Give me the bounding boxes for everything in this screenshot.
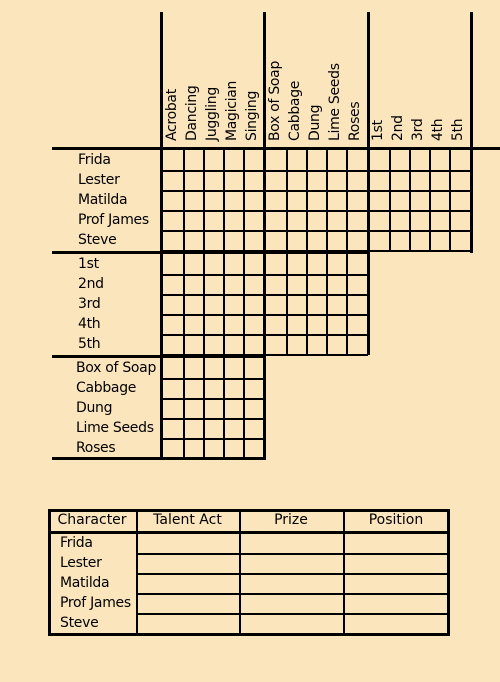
grid-cell[interactable] [244, 295, 264, 315]
grid-cell[interactable] [224, 255, 244, 275]
column-label-position: 2nd [390, 115, 406, 141]
grid-thin-line [265, 274, 368, 276]
solution-header: Prize [274, 512, 308, 528]
grid-thin-line [368, 210, 471, 212]
row-label-character: Matilda [78, 192, 128, 208]
grid-cell[interactable] [347, 211, 367, 231]
grid-cell[interactable] [164, 379, 184, 399]
grid-thin-line [346, 253, 348, 356]
grid-thin-line [265, 190, 368, 192]
grid-cell[interactable] [204, 151, 224, 171]
grid-cell[interactable] [184, 419, 204, 439]
grid-cell[interactable] [224, 359, 244, 379]
column-label-prize: Cabbage [287, 80, 303, 141]
grid-cell[interactable] [184, 275, 204, 295]
solution-row-line [136, 593, 449, 595]
grid-thin-line [306, 253, 308, 356]
column-label-talent: Acrobat [164, 89, 180, 141]
grid-cell[interactable] [224, 231, 244, 251]
grid-cell[interactable] [184, 379, 204, 399]
grid-cell[interactable] [267, 295, 287, 315]
grid-cell[interactable] [410, 231, 430, 251]
solution-header: Position [368, 512, 424, 528]
solution-cell[interactable] [345, 534, 449, 554]
grid-cell[interactable] [327, 171, 347, 191]
grid-cell[interactable] [307, 295, 327, 315]
grid-cell[interactable] [244, 151, 264, 171]
row-label-character: Frida [78, 152, 111, 168]
grid-cell[interactable] [450, 151, 470, 171]
solution-cell[interactable] [241, 614, 343, 634]
grid-thin-line [223, 253, 225, 356]
grid-cell[interactable] [307, 335, 327, 355]
grid-cell[interactable] [287, 295, 307, 315]
row-label-prize: Dung [76, 400, 113, 416]
grid-cell[interactable] [267, 171, 287, 191]
grid-cell[interactable] [164, 211, 184, 231]
row-label-position: 2nd [78, 276, 104, 292]
grid-cell[interactable] [164, 439, 184, 459]
grid-cell[interactable] [327, 151, 347, 171]
row-label-character: Steve [78, 232, 117, 248]
grid-cell[interactable] [204, 335, 224, 355]
grid-cell[interactable] [327, 231, 347, 251]
solution-row-label: Lester [60, 555, 102, 571]
grid-thin-line [346, 149, 348, 252]
grid-thin-line [265, 210, 368, 212]
grid-cell[interactable] [327, 275, 347, 295]
solution-header: Talent Act [153, 512, 222, 528]
grid-cell[interactable] [267, 191, 287, 211]
grid-thin-line [368, 190, 471, 192]
grid-thin-line [162, 190, 265, 192]
grid-cell[interactable] [267, 275, 287, 295]
grid-cell[interactable] [267, 255, 287, 275]
grid-cell[interactable] [307, 191, 327, 211]
row-label-prize: Roses [76, 440, 116, 456]
grid-cell[interactable] [184, 295, 204, 315]
grid-thin-line [183, 357, 185, 460]
column-label-talent: Dancing [184, 85, 200, 141]
grid-cell[interactable] [390, 191, 410, 211]
grid-thin-line [265, 170, 368, 172]
grid-cell[interactable] [244, 171, 264, 191]
grid-cell[interactable] [244, 359, 264, 379]
grid-cell[interactable] [307, 231, 327, 251]
grid-cell[interactable] [244, 439, 264, 459]
grid-cell[interactable] [224, 275, 244, 295]
grid-thin-line [162, 438, 265, 440]
grid-thin-line [243, 357, 245, 460]
grid-thin-line [223, 149, 225, 252]
solution-row-label: Frida [60, 535, 93, 551]
grid-cell[interactable] [164, 151, 184, 171]
solution-cell[interactable] [138, 554, 239, 574]
grid-thin-line [265, 230, 368, 232]
grid-cell[interactable] [347, 151, 367, 171]
grid-cell[interactable] [244, 379, 264, 399]
row-label-position: 4th [78, 316, 101, 332]
grid-cell[interactable] [244, 419, 264, 439]
grid-cell[interactable] [430, 171, 450, 191]
grid-cell[interactable] [224, 151, 244, 171]
grid-cell[interactable] [164, 359, 184, 379]
grid-thin-line [203, 357, 205, 460]
solution-row-label: Steve [60, 615, 99, 631]
solution-row-line [136, 613, 449, 615]
grid-cell[interactable] [164, 255, 184, 275]
grid-cell[interactable] [224, 439, 244, 459]
grid-cell[interactable] [430, 151, 450, 171]
grid-cell[interactable] [164, 399, 184, 419]
grid-cell[interactable] [164, 419, 184, 439]
grid-cell[interactable] [450, 231, 470, 251]
grid-cell[interactable] [204, 171, 224, 191]
solution-border [48, 509, 449, 512]
solution-header: Character [57, 512, 127, 528]
grid-cell[interactable] [164, 191, 184, 211]
grid-cell[interactable] [410, 211, 430, 231]
grid-cell[interactable] [450, 211, 470, 231]
grid-thin-line [223, 357, 225, 460]
grid-thin-line [243, 149, 245, 252]
column-label-prize: Dung [307, 104, 323, 141]
grid-cell[interactable] [370, 151, 390, 171]
grid-thick-line [52, 457, 266, 460]
grid-cell[interactable] [267, 335, 287, 355]
row-label-character: Prof James [78, 212, 149, 228]
grid-cell[interactable] [370, 211, 390, 231]
grid-thin-line [409, 149, 411, 252]
grid-cell[interactable] [390, 231, 410, 251]
grid-cell[interactable] [267, 151, 287, 171]
grid-thin-line [389, 149, 391, 252]
grid-cell[interactable] [204, 191, 224, 211]
grid-cell[interactable] [307, 151, 327, 171]
solution-border [48, 531, 449, 534]
grid-cell[interactable] [347, 191, 367, 211]
solution-row-line [136, 553, 449, 555]
row-label-position: 1st [78, 256, 99, 272]
grid-cell[interactable] [287, 211, 307, 231]
grid-cell[interactable] [327, 191, 347, 211]
grid-cell[interactable] [347, 335, 367, 355]
grid-cell[interactable] [327, 335, 347, 355]
grid-thin-line [265, 314, 368, 316]
grid-cell[interactable] [164, 171, 184, 191]
grid-cell[interactable] [267, 315, 287, 335]
grid-cell[interactable] [224, 379, 244, 399]
solution-row-line [136, 573, 449, 575]
grid-cell[interactable] [287, 315, 307, 335]
grid-cell[interactable] [204, 379, 224, 399]
grid-cell[interactable] [204, 315, 224, 335]
column-label-talent: Magician [224, 80, 240, 141]
grid-cell[interactable] [410, 171, 430, 191]
solution-cell[interactable] [345, 594, 449, 614]
grid-cell[interactable] [347, 295, 367, 315]
grid-cell[interactable] [164, 231, 184, 251]
grid-thin-line [203, 253, 205, 356]
grid-thin-line [368, 170, 471, 172]
grid-thin-line [368, 250, 471, 252]
grid-cell[interactable] [327, 315, 347, 335]
grid-thin-line [449, 149, 451, 252]
column-label-talent: Singing [244, 90, 260, 141]
solution-cell[interactable] [241, 534, 343, 554]
column-label-position: 1st [370, 120, 386, 141]
solution-row-label: Matilda [60, 575, 110, 591]
grid-cell[interactable] [307, 255, 327, 275]
grid-thin-line [265, 334, 368, 336]
grid-cell[interactable] [204, 255, 224, 275]
grid-cell[interactable] [184, 171, 204, 191]
grid-cell[interactable] [267, 211, 287, 231]
grid-thin-line [162, 230, 265, 232]
grid-cell[interactable] [224, 335, 244, 355]
grid-cell[interactable] [410, 151, 430, 171]
grid-cell[interactable] [390, 171, 410, 191]
solution-row-label: Prof James [60, 595, 131, 611]
grid-cell[interactable] [347, 275, 367, 295]
solution-cell[interactable] [138, 594, 239, 614]
grid-cell[interactable] [430, 191, 450, 211]
grid-cell[interactable] [307, 275, 327, 295]
grid-cell[interactable] [287, 191, 307, 211]
grid-cell[interactable] [204, 359, 224, 379]
grid-thin-line [162, 398, 265, 400]
solution-cell[interactable] [138, 534, 239, 554]
grid-cell[interactable] [204, 295, 224, 315]
grid-cell[interactable] [204, 419, 224, 439]
grid-thick-line [52, 147, 500, 150]
grid-thick-line [263, 12, 266, 460]
grid-thin-line [162, 170, 265, 172]
row-label-position: 3rd [78, 296, 101, 312]
grid-thin-line [162, 314, 265, 316]
grid-cell[interactable] [204, 231, 224, 251]
grid-cell[interactable] [370, 171, 390, 191]
grid-cell[interactable] [204, 275, 224, 295]
grid-cell[interactable] [224, 315, 244, 335]
grid-cell[interactable] [267, 231, 287, 251]
grid-cell[interactable] [224, 295, 244, 315]
grid-cell[interactable] [430, 231, 450, 251]
grid-cell[interactable] [347, 171, 367, 191]
grid-thin-line [368, 230, 471, 232]
grid-cell[interactable] [184, 439, 204, 459]
solution-border [48, 509, 51, 636]
grid-cell[interactable] [184, 335, 204, 355]
grid-thin-line [162, 378, 265, 380]
solution-cell[interactable] [138, 614, 239, 634]
column-label-position: 3rd [410, 118, 426, 141]
grid-cell[interactable] [347, 255, 367, 275]
column-label-prize: Box of Soap [267, 60, 283, 141]
column-label-prize: Lime Seeds [327, 63, 343, 141]
solution-border [48, 633, 449, 636]
grid-cell[interactable] [204, 211, 224, 231]
grid-thin-line [162, 294, 265, 296]
grid-cell[interactable] [184, 231, 204, 251]
grid-cell[interactable] [204, 439, 224, 459]
grid-cell[interactable] [287, 171, 307, 191]
grid-cell[interactable] [244, 211, 264, 231]
grid-thin-line [265, 354, 368, 356]
grid-thick-line [52, 251, 368, 254]
grid-cell[interactable] [287, 255, 307, 275]
grid-cell[interactable] [390, 211, 410, 231]
grid-cell[interactable] [450, 191, 470, 211]
grid-cell[interactable] [244, 255, 264, 275]
grid-cell[interactable] [287, 335, 307, 355]
row-label-position: 5th [78, 336, 101, 352]
grid-cell[interactable] [390, 151, 410, 171]
grid-thin-line [243, 253, 245, 356]
grid-cell[interactable] [164, 275, 184, 295]
grid-thin-line [286, 253, 288, 356]
grid-thick-line [52, 355, 266, 358]
row-label-prize: Box of Soap [76, 360, 157, 376]
grid-cell[interactable] [184, 211, 204, 231]
grid-cell[interactable] [307, 315, 327, 335]
grid-cell[interactable] [164, 315, 184, 335]
grid-thin-line [162, 210, 265, 212]
grid-thin-line [162, 274, 265, 276]
grid-thin-line [183, 253, 185, 356]
grid-cell[interactable] [244, 335, 264, 355]
grid-thin-line [203, 149, 205, 252]
solution-cell[interactable] [345, 574, 449, 594]
solution-cell[interactable] [241, 554, 343, 574]
grid-cell[interactable] [184, 255, 204, 275]
grid-cell[interactable] [224, 419, 244, 439]
grid-cell[interactable] [244, 191, 264, 211]
grid-cell[interactable] [327, 211, 347, 231]
grid-cell[interactable] [184, 315, 204, 335]
row-label-prize: Cabbage [76, 380, 137, 396]
solution-cell[interactable] [241, 574, 343, 594]
solution-cell[interactable] [345, 554, 449, 574]
grid-thin-line [429, 149, 431, 252]
grid-cell[interactable] [244, 275, 264, 295]
grid-thin-line [162, 334, 265, 336]
column-label-prize: Roses [347, 101, 363, 141]
solution-cell[interactable] [345, 614, 449, 634]
grid-cell[interactable] [370, 191, 390, 211]
grid-thick-line [367, 12, 370, 355]
grid-cell[interactable] [244, 315, 264, 335]
grid-cell[interactable] [450, 171, 470, 191]
grid-cell[interactable] [184, 399, 204, 419]
column-label-position: 5th [450, 118, 466, 141]
grid-cell[interactable] [184, 151, 204, 171]
grid-cell[interactable] [224, 171, 244, 191]
grid-cell[interactable] [370, 231, 390, 251]
grid-cell[interactable] [287, 231, 307, 251]
solution-cell[interactable] [138, 574, 239, 594]
row-label-prize: Lime Seeds [76, 420, 154, 436]
grid-cell[interactable] [347, 231, 367, 251]
grid-thick-line [470, 12, 473, 253]
column-label-position: 4th [430, 118, 446, 141]
grid-thin-line [265, 294, 368, 296]
grid-cell[interactable] [184, 359, 204, 379]
grid-thin-line [306, 149, 308, 252]
grid-cell[interactable] [287, 151, 307, 171]
grid-thin-line [162, 418, 265, 420]
grid-cell[interactable] [307, 211, 327, 231]
grid-cell[interactable] [164, 295, 184, 315]
grid-cell[interactable] [224, 399, 244, 419]
grid-cell[interactable] [244, 399, 264, 419]
grid-cell[interactable] [307, 171, 327, 191]
grid-cell[interactable] [347, 315, 367, 335]
grid-cell[interactable] [224, 211, 244, 231]
grid-cell[interactable] [224, 191, 244, 211]
grid-cell[interactable] [164, 335, 184, 355]
grid-thin-line [286, 149, 288, 252]
grid-cell[interactable] [327, 295, 347, 315]
grid-cell[interactable] [204, 399, 224, 419]
grid-cell[interactable] [287, 275, 307, 295]
grid-cell[interactable] [244, 231, 264, 251]
grid-thin-line [326, 149, 328, 252]
grid-cell[interactable] [184, 191, 204, 211]
row-label-character: Lester [78, 172, 120, 188]
column-label-talent: Juggling [204, 87, 220, 141]
grid-cell[interactable] [327, 255, 347, 275]
grid-cell[interactable] [410, 191, 430, 211]
grid-cell[interactable] [430, 211, 450, 231]
grid-thin-line [326, 253, 328, 356]
grid-thin-line [183, 149, 185, 252]
solution-cell[interactable] [241, 594, 343, 614]
grid-thick-line [160, 12, 163, 460]
